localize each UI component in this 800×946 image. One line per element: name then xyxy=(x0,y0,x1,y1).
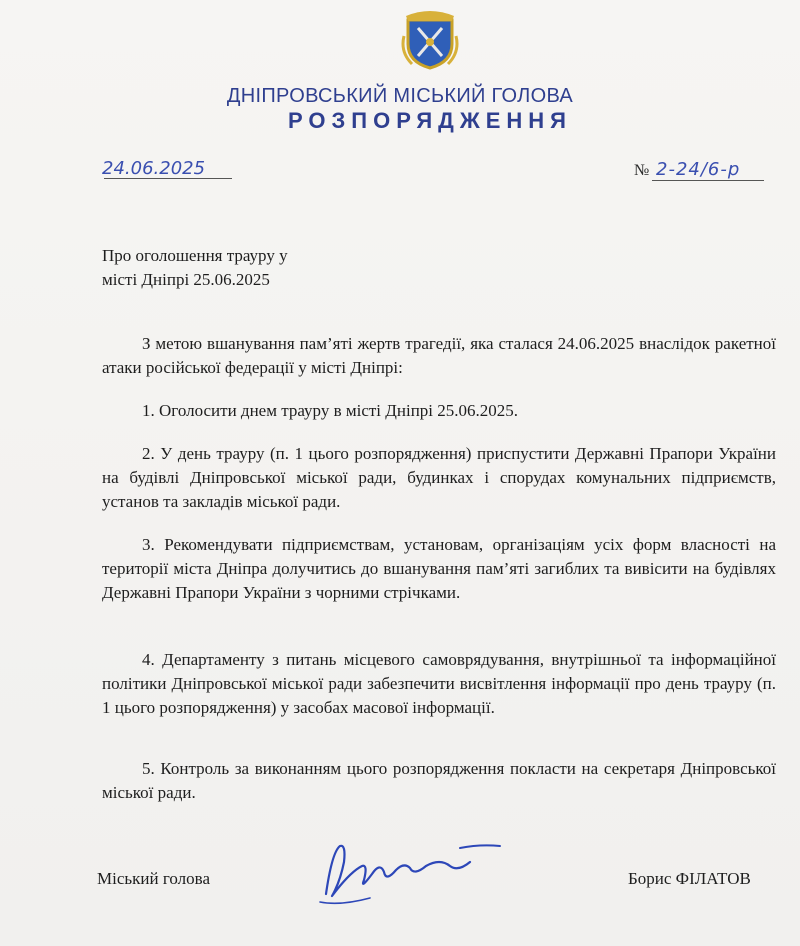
order-item: 1. Оголосити днем трауру в місті Дніпрі 25.06.2025. xyxy=(142,401,519,420)
date-underline xyxy=(104,178,232,179)
number-underline xyxy=(652,180,764,181)
handwritten-signature xyxy=(310,832,510,912)
order-item: 5. Контроль за виконанням цього розпорядження покласти на секретаря Дніпровської міської ради. xyxy=(102,759,776,802)
preamble-paragraph: З метою вшанування пам’яті жертв трагедії, яка сталася 24.06.2025 внаслідок ракетної атаки російської федерації у місті Дніпрі: xyxy=(102,334,776,377)
document-subject xyxy=(102,244,288,292)
issuing-authority: ДНІПРОВСЬКИЙ МІСЬКИЙ ГОЛОВА xyxy=(226,85,574,107)
signatory-name: Борис ФІЛАТОВ xyxy=(628,869,751,888)
subject-line: Про оголошення трауру у xyxy=(102,246,288,265)
order-item: 3. Рекомендувати підприємствам, установам, організаціям усіх форм власності на території міста Дніпра долучитись до вшанування пам’яті загиблих та вивісити на будівлях Державні Прапори України з чорними стрічками. xyxy=(102,535,776,602)
order-item: 4. Департаменту з питань місцевого самоврядування, внутрішньої та інформаційної політики Дніпровської міської ради забезпечити висвітлення інформації про день трауру (п. 1 цього розпорядження) у засобах масової інформації. xyxy=(102,650,776,717)
subject-line: місті Дніпрі 25.06.2025 xyxy=(102,270,270,289)
city-coat-of-arms-icon xyxy=(400,6,460,72)
number-sign: № xyxy=(634,162,650,179)
signatory-position: Міський голова xyxy=(97,869,210,888)
document-type: РОЗПОРЯДЖЕННЯ xyxy=(288,108,572,133)
document-date: 24.06.2025 xyxy=(102,158,206,179)
document-number: 2-24/6-р xyxy=(656,159,741,180)
order-item: 2. У день трауру (п. 1 цього розпорядження) приспустити Державні Прапори України на будівлі Дніпровської міської ради, будинках і спорудах комунальних підприємств, установ та закладів міської ради. xyxy=(102,444,776,511)
